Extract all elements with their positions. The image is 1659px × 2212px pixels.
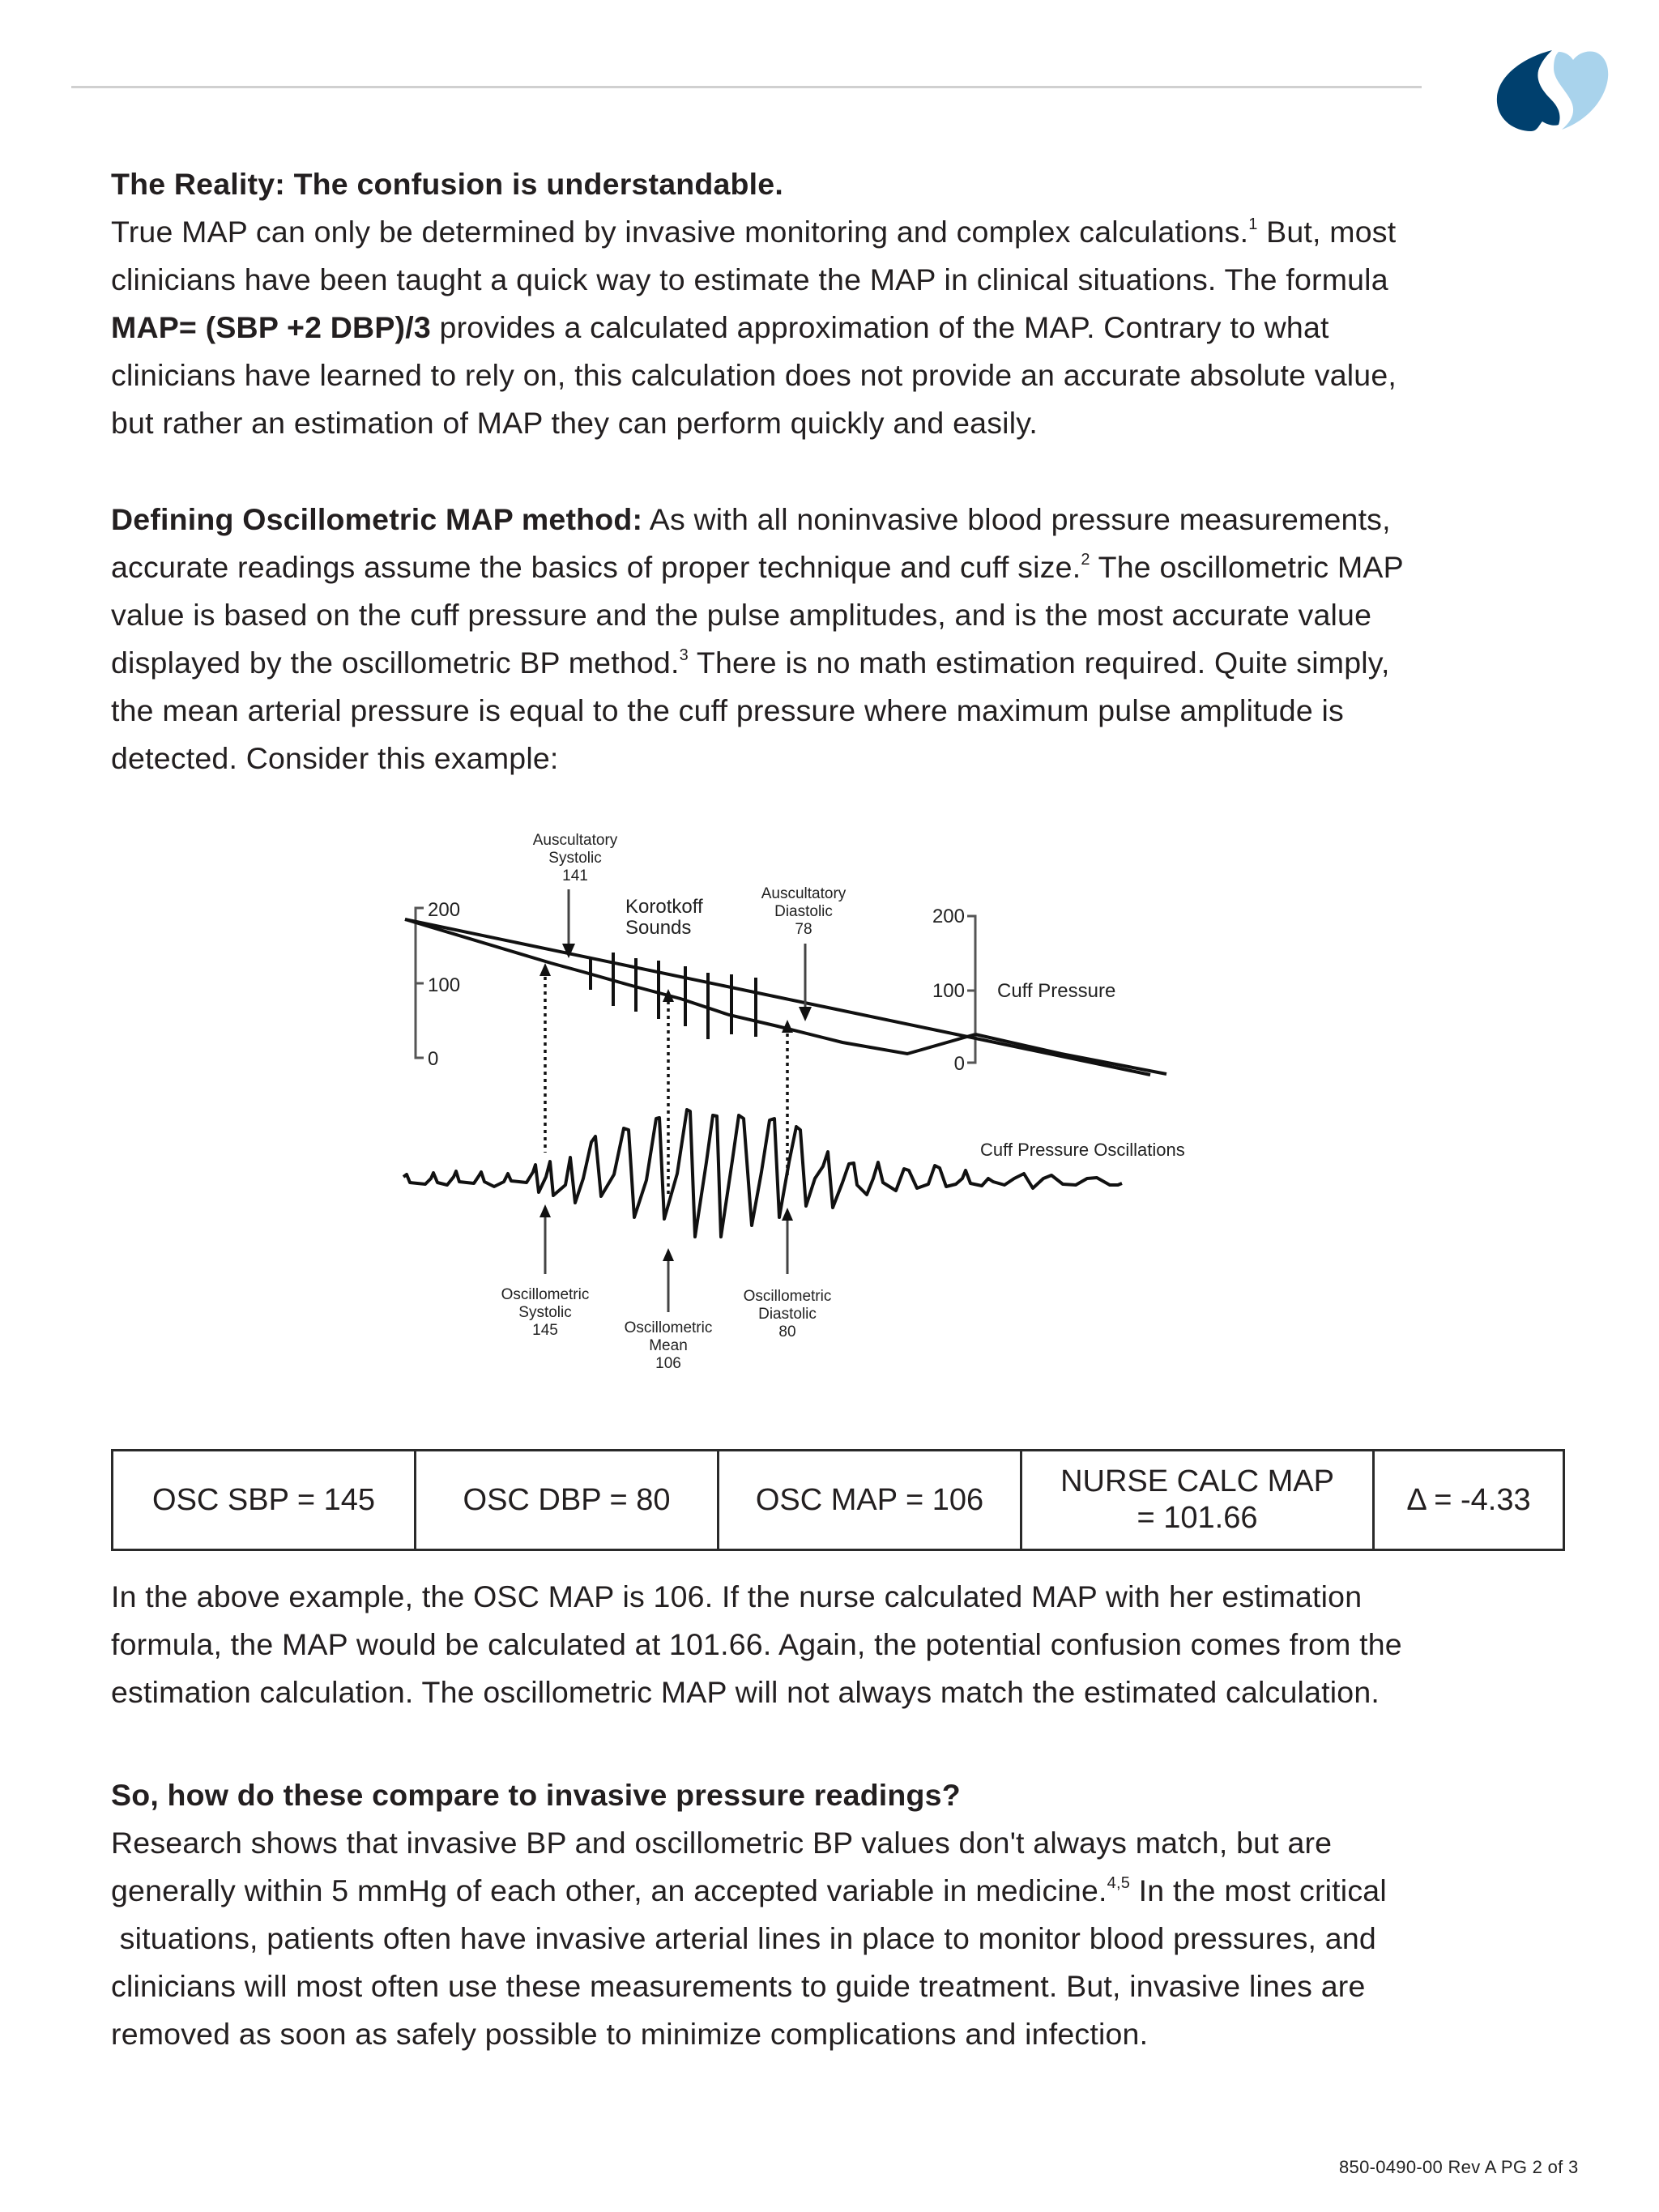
footnote-ref: 1	[1248, 215, 1258, 233]
paragraph-line: clinicians will most often use these measurements to guide treatment. But, invasive lines are	[111, 1969, 1366, 2003]
korotkoff-label-2: Sounds	[625, 917, 692, 939]
delta-cell: Δ = -4.33	[1374, 1451, 1564, 1550]
map-comparison-table	[111, 1449, 1565, 1551]
osc-systolic-value: 145	[532, 1322, 558, 1339]
arrow-up-icon	[663, 1248, 674, 1261]
logo-dark-half	[1497, 50, 1560, 131]
osc-systolic-label: Oscillometric	[501, 1286, 590, 1303]
logo-light-half	[1554, 51, 1608, 130]
footnote-ref: 3	[679, 646, 689, 664]
footnote-ref: 4,5	[1107, 1874, 1131, 1892]
arrow-up-icon	[782, 1208, 793, 1221]
document-footer: 850-0490-00 Rev A PG 2 of 3	[1339, 2157, 1579, 2177]
paragraph-line: Research shows that invasive BP and oscillometric BP values don't always match, but are	[111, 1826, 1333, 1860]
right-axis-tick-200: 200	[932, 906, 965, 927]
oscillometric-diagram	[389, 822, 1231, 1389]
left-axis-tick-200: 200	[428, 899, 461, 921]
ausc-systolic-label: Auscultatory	[532, 832, 618, 849]
paragraph-line: but rather an estimation of MAP they can perform quickly and easily.	[111, 406, 1038, 440]
paragraph-line: situations, patients often have invasive arterial lines in place to monitor blood pressures, and	[111, 1921, 1376, 1955]
osc-dbp-cell: OSC DBP = 80	[416, 1451, 719, 1550]
paragraph-line: formula, the MAP would be calculated at 101.66. Again, the potential confusion comes from the	[111, 1627, 1402, 1661]
paragraph-line: value is based on the cuff pressure and the pulse amplitudes, and is the most accurate value	[111, 598, 1372, 632]
osc-map-cell: OSC MAP = 106	[719, 1451, 1021, 1550]
table-row	[113, 1451, 1564, 1550]
cuff-pressure-label: Cuff Pressure	[997, 980, 1116, 1002]
paragraph-line: MAP= (SBP +2 DBP)/3 provides a calculated approximation of the MAP. Contrary to what	[111, 310, 1329, 344]
section-example-explanation	[111, 1573, 1585, 1716]
right-axis-tick-0: 0	[953, 1053, 965, 1075]
left-axis-tick-0: 0	[428, 1048, 439, 1070]
heading-reality: The Reality: The confusion is understandable.	[111, 167, 783, 201]
svg-text:Mean: Mean	[649, 1337, 688, 1354]
section-invasive-comparison	[111, 1771, 1585, 2058]
left-axis	[416, 908, 424, 1058]
ausc-diastolic-label: Auscultatory	[761, 885, 847, 902]
arrow-up-icon	[539, 1204, 551, 1217]
left-axis-tick-100: 100	[428, 974, 461, 996]
osc-diastolic-label: Oscillometric	[743, 1288, 832, 1305]
oscillations-label: Cuff Pressure Oscillations	[980, 1140, 1185, 1160]
heading-defining: Defining Oscillometric MAP method:	[111, 502, 643, 536]
ausc-systolic-value: 141	[562, 867, 588, 884]
arrow-up-icon	[539, 963, 551, 976]
svg-text:Diastolic: Diastolic	[774, 903, 833, 920]
korotkoff-label-1: Korotkoff	[625, 896, 703, 918]
formula: MAP= (SBP +2 DBP)/3	[111, 310, 431, 344]
osc-sbp-cell: OSC SBP = 145	[113, 1451, 416, 1550]
paragraph-line: detected. Consider this example:	[111, 741, 559, 775]
section-reality	[111, 160, 1585, 447]
svg-text:Systolic: Systolic	[518, 1304, 572, 1321]
osc-mean-label: Oscillometric	[624, 1319, 713, 1336]
paragraph-line: generally within 5 mmHg of each other, an accepted variable in medicine.$^{4,5}$ In the most critical	[111, 1873, 1387, 1907]
right-axis	[967, 916, 975, 1063]
paragraph-line: clinicians have been taught a quick way to estimate the MAP in clinical situations. The formula	[111, 262, 1388, 296]
footnote-ref: 2	[1081, 551, 1090, 569]
paragraph-line: removed as soon as safely possible to minimize complications and infection.	[111, 2017, 1149, 2051]
brand-logo-icon	[1489, 40, 1610, 136]
header-rule	[71, 86, 1422, 88]
osc-diastolic-value: 80	[778, 1323, 796, 1340]
section-defining-oscillometric	[111, 496, 1585, 782]
arrow-down-icon	[799, 1007, 812, 1021]
paragraph-line: clinicians have learned to rely on, this calculation does not provide an accurate absolute value,	[111, 358, 1397, 392]
dotted-connectors	[545, 970, 787, 1195]
paragraph-line: estimation calculation. The oscillometric MAP will not always match the estimated calculation.	[111, 1675, 1380, 1709]
heading-invasive: So, how do these compare to invasive pressure readings?	[111, 1778, 961, 1812]
cuff-oscillation-waveform	[403, 1110, 1122, 1237]
paragraph-line: displayed by the oscillometric BP method.$^3$ There is no math estimation required. Quite simply,	[111, 646, 1390, 680]
paragraph-line: Defining Oscillometric MAP method: As with all noninvasive blood pressure measurements,	[111, 502, 1391, 536]
paragraph-line: accurate readings assume the basics of proper technique and cuff size.$^2$ The oscillometric MAP	[111, 550, 1404, 584]
right-axis-tick-100: 100	[932, 980, 965, 1002]
osc-mean-value: 106	[655, 1355, 681, 1372]
svg-text:Diastolic: Diastolic	[758, 1306, 817, 1323]
paragraph-line: In the above example, the OSC MAP is 106. If the nurse calculated MAP with her estimation	[111, 1579, 1363, 1613]
ausc-diastolic-value: 78	[795, 921, 812, 938]
nurse-calc-map-cell: NURSE CALC MAP = 101.66	[1021, 1451, 1374, 1550]
svg-text:Systolic: Systolic	[548, 850, 602, 867]
paragraph-line: the mean arterial pressure is equal to the cuff pressure where maximum pulse amplitude is	[111, 693, 1344, 727]
paragraph-line: True MAP can only be determined by invasive monitoring and complex calculations.$^1$ But, most	[111, 215, 1397, 249]
